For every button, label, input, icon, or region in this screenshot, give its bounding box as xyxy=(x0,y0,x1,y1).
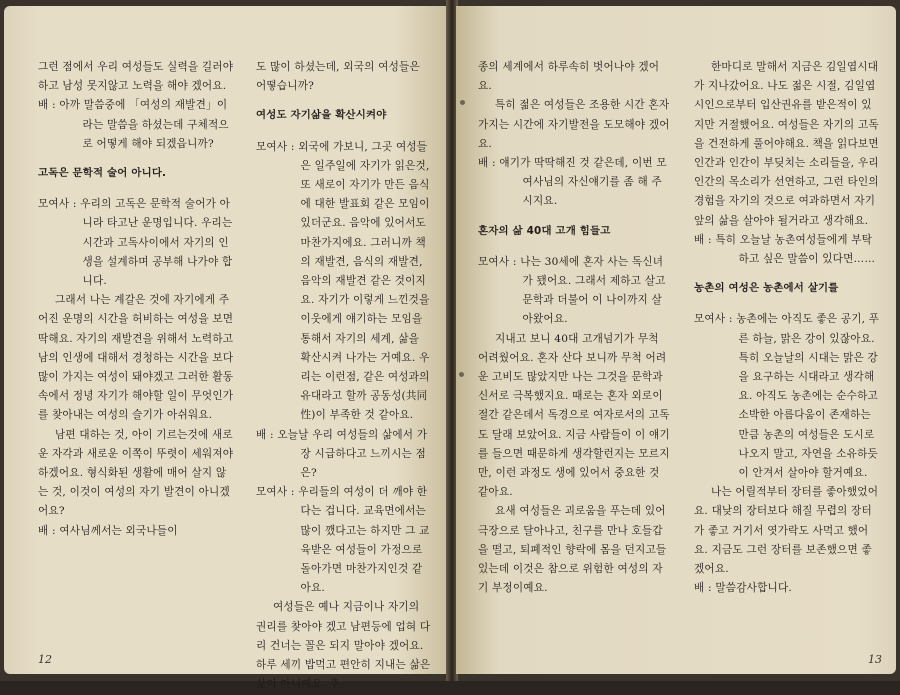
right-page-column-2 xyxy=(694,58,880,598)
left-page-column-2 xyxy=(256,58,432,695)
section-heading: 여성도 자기삶을 확산시켜야 xyxy=(256,109,387,122)
page-number-left: 12 xyxy=(38,653,52,666)
section-heading: 농촌의 여성은 농촌에서 살기를 xyxy=(694,282,839,295)
dialogue-paragraph: 모여사 : 외국에 가보니, 그곳 여성들은 일주일에 자기가 읽은것, 또 새로이 자기가 만든 음식에 대한 발표회 같은 모임이 있더군요. 음악에 있어서도 마찬가지에요. 그러니까 책의 재발견, 음식의 재발견, 음악의 재발견 같은 것이지요. 자기가 이렇게 느낀것을 이웃에게 얘기하는 모임을 통해서 자기의 세계, 삶을 확산시켜 나가는 거예요. 우리는 이런점, 같은 여성과의 유대라고 할까 공동성(共同性)이 부족한 것 같아요. xyxy=(256,140,430,422)
dialogue-paragraph: 배 : 아까 말씀중에 「여성의 재발견」이라는 말씀을 하셨는데 구체적으로 어떻게 해야 되겠읍니까? xyxy=(38,99,229,150)
left-page-column-1 xyxy=(38,58,234,541)
body-paragraph: 그래서 나는 계갈은 것에 자기에게 주어진 운명의 시간을 허비하는 여성을 보면 딱해요. 자기의 재발견을 위해서 노력하고 남의 인생에 대해서 경청하는 시간을 보다 많이 가지는 여성이 돼야겠고 그러한 활동속에서 정녕 자기가 해야할 일이 무엇인가를 찾아내는 여성의 슬기가 아쉬워요. xyxy=(38,294,234,422)
body-paragraph: 요새 여성들은 괴로움을 푸는데 있어 극장으로 달아나고, 친구를 만나 호들갑을 떨고, 퇴폐적인 향락에 몸을 던지고들 있는데 이것은 참으로 위험한 여성의 자기 부정이예요. xyxy=(478,505,667,595)
body-paragraph: 도 많이 하셨는데, 외국의 여성들은 어떻습니까? xyxy=(256,61,420,93)
body-paragraph: 그런 점에서 우리 여성들도 실력을 길러야 하고 남성 못지않고 노력을 해야 겠어요. xyxy=(38,61,234,93)
dialogue-paragraph: 배 : 여사님께서는 외국나들이 xyxy=(38,524,178,537)
body-paragraph: 한마디로 말해서 지금은 김일엽시대가 지나갔어요. 나도 젊은 시절, 김일엽 시인으로부터 입산권유를 받은적이 있지만 거절했어요. 여성들은 자기의 고독을 건전하게 풀어야해요. 책을 읽다보면 인간과 인간이 부딪치는 소리들을, 우리 인간의 목소리가 선연하고, 그런 타인의 경험을 자기의 것으로 여과하면서 자기 앞의 삶을 살아야 될거라고 생각해요. xyxy=(694,61,879,227)
left-page xyxy=(4,6,448,691)
right-page xyxy=(456,6,896,674)
ink-spot xyxy=(460,100,465,105)
section-heading: 혼자의 삶 40대 고개 힘들고 xyxy=(478,224,611,237)
body-paragraph: 여성들은 예나 지금이나 자기의 권리를 찾아야 겠고 남편등에 업혀 다리 건너는 꼴은 되지 말아야 겠어요. 하루 세끼 밥먹고 편안히 지내는 삶은 삶이 아니예요. 추 xyxy=(256,601,431,691)
section-heading: 고독은 문학적 술어 아니다. xyxy=(38,167,167,180)
page-number-right: 13 xyxy=(868,653,882,666)
body-paragraph: 종의 세계에서 하루속히 벗어나야 겠어요. xyxy=(478,61,660,93)
dialogue-paragraph: 배 : 특히 오늘날 농촌여성들에게 부탁하고 싶은 말씀이 있다면…… xyxy=(694,233,876,266)
ink-spot xyxy=(459,372,464,377)
body-paragraph: 나는 어릴적부터 장터를 좋아했었어요. 대낮의 장터보다 해질 무렵의 장터가 좋고 거기서 엿가락도 사먹고 했어요. 지금도 그런 장터를 보존했으면 좋겠어요. xyxy=(694,486,879,576)
dialogue-paragraph: 모여사 : 우리의 고독은 문학적 술어가 아니라 타고난 운명입니다. 우리는 시간과 고독사이에서 자기의 인생을 설계하며 공부해 나가야 합니다. xyxy=(38,198,233,288)
dialogue-paragraph: 모여사 : 우리들의 여성이 더 깨야 한다는 겁니다. 교육면에서는 많이 깼다고는 하지만 그 교육받은 여성들이 가정으로 돌아가면 마찬가지인것 같아요. xyxy=(256,486,430,595)
dialogue-paragraph: 배 : 얘기가 딱딱해진 것 같은데, 이번 모여사님의 자신얘기를 좀 해 주시지요. xyxy=(478,157,667,208)
dialogue-paragraph: 배 : 말씀감사합니다. xyxy=(694,582,792,595)
body-paragraph: 지내고 보니 40대 고개넘기가 무척 어려웠어요. 혼자 산다 보니까 무척 어려운 고비도 많았지만 나는 그것을 문학과 신서로 극복했지요. 때로는 혼자 외로이 절간 같은데서 독경으로 여자로서의 고독도 달래 보았어요. 지금 사람들이 이 얘기를 들으면 때문하게 생각할런지는 모르지만, 이런 과정도 생에 있어서 중요한 것 같아요. xyxy=(478,332,670,499)
dialogue-paragraph: 배 : 오늘날 우리 여성들의 삶에서 가장 시급하다고 느끼시는 점은? xyxy=(256,428,428,480)
body-paragraph: 남편 대하는 것, 아이 기르는것에 새로운 자각과 새로운 이쪽이 뚜렷이 세워져야 하겠어요. 형식화된 생활에 매어 살지 않는 것, 이것이 여성의 자기 발견이 아니겠어요? xyxy=(38,428,234,518)
body-paragraph: 특히 젊은 여성들은 조용한 시간 혼자 가지는 시간에 자기발전을 도모해야 겠어요. xyxy=(478,99,670,150)
right-page-column-1 xyxy=(478,58,670,598)
dialogue-paragraph: 모여사 : 농촌에는 아직도 좋은 공기, 푸른 하늘, 맑은 강이 있잖아요. 특히 오늘날의 시대는 맑은 강을 요구하는 시대라고 생각해요. 아직도 농촌에는 순수하고 소박한 아름다움이 존재하는 만큼 농촌의 여성들은 도시로 나오지 말고, 자연을 소유하듯이 안겨서 살아야 할거예요. xyxy=(694,313,880,480)
dialogue-paragraph: 모여사 : 나는 30세에 혼자 사는 독신녀가 됐어요. 그래서 제하고 살고 문학과 더불어 이 나이까지 살아왔어요. xyxy=(478,255,666,326)
